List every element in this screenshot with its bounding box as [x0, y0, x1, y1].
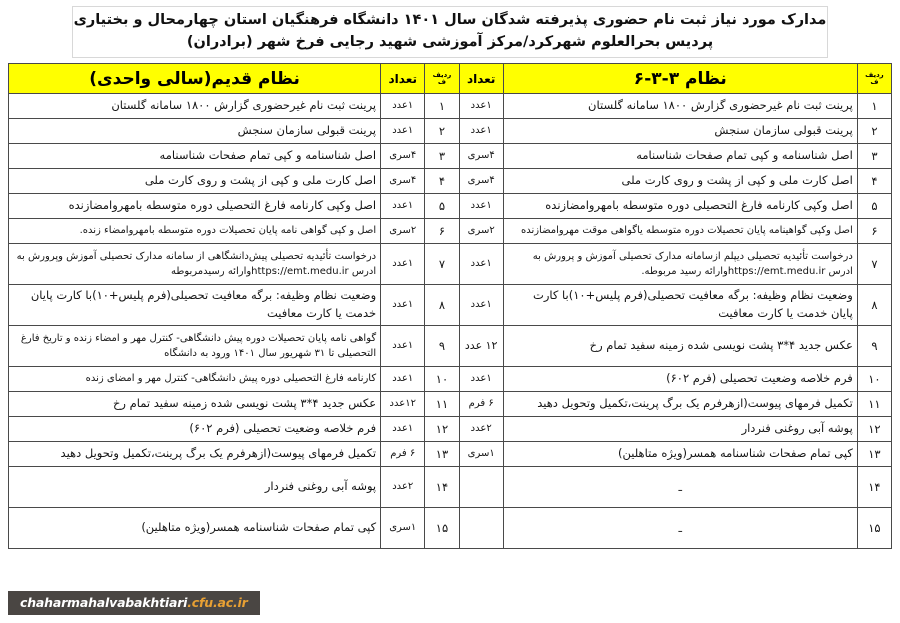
row-description-new: عکس جدید ۴*۳ پشت نویسی شده زمینه سفید تمام رخ	[503, 326, 857, 367]
table-row	[9, 326, 892, 367]
row-count-old: ۱عدد	[381, 244, 425, 285]
table-row	[9, 169, 892, 194]
table-row	[9, 119, 892, 144]
row-description-new: ـ	[503, 508, 857, 549]
row-description-new: اصل وکپی گواهینامه پایان تحصیلات دوره متوسطه یاگواهی موقت مهروامضازنده	[503, 219, 857, 244]
row-index-old: ۲	[425, 119, 459, 144]
page-title-line-1: مدارک مورد نیاز ثبت نام حضوری پذیرفته شدگان سال ۱۴۰۱ دانشگاه فرهنگیان استان چهارمحال و بختیاری	[73, 12, 827, 29]
row-count-old: ۱عدد	[381, 326, 425, 367]
row-index-new: ۱۰	[857, 367, 891, 392]
row-description-new: اصل کارت ملی و کپی از پشت و روی کارت ملی	[503, 169, 857, 194]
row-description-old: پرینت ثبت نام غیرحضوری گزارش ۱۸۰۰ سامانه گلستان	[9, 94, 381, 119]
row-index-old: ۷	[425, 244, 459, 285]
row-index-new: ۱۳	[857, 442, 891, 467]
row-index-new: ۲	[857, 119, 891, 144]
row-index-old: ۱۰	[425, 367, 459, 392]
row-count-new: ۴سری	[459, 169, 503, 194]
row-description-old: اصل وکپی کارنامه فارغ التحصیلی دوره متوسطه بامهروامضازنده	[9, 194, 381, 219]
row-count-old: ۱عدد	[381, 367, 425, 392]
row-count-new: ۱عدد	[459, 194, 503, 219]
table-row	[9, 244, 892, 285]
row-index-old: ۴	[425, 169, 459, 194]
row-description-new: اصل وکپی کارنامه فارغ التحصیلی دوره متوسطه بامهروامضازنده	[503, 194, 857, 219]
header-index-new-system: ردیف ف	[857, 64, 891, 94]
row-index-old: ۸	[425, 285, 459, 326]
table-row	[9, 467, 892, 508]
row-index-new: ۱۲	[857, 417, 891, 442]
row-index-new: ۸	[857, 285, 891, 326]
table-row	[9, 508, 892, 549]
site-watermark-tld: .cfu.ac.ir	[187, 595, 248, 610]
row-index-new: ۵	[857, 194, 891, 219]
row-count-old: ۴سری	[381, 144, 425, 169]
row-count-old: ۱عدد	[381, 417, 425, 442]
row-description-old: پرینت قبولی سازمان سنجش	[9, 119, 381, 144]
row-count-old: ۱۲عدد	[381, 392, 425, 417]
row-description-new: تکمیل فرمهای پیوست(ازهرفرم یک برگ پرینت،تکمیل وتحویل دهید	[503, 392, 857, 417]
page-title-line-2: پردیس بحرالعلوم شهرکرد/مرکز آموزشی شهید رجایی فرخ شهر (برادران)	[186, 34, 714, 50]
row-index-new: ۱۵	[857, 508, 891, 549]
row-description-old-part1: درخواست تأئیدیه تحصیلی پیش‌دانشگاهی از سامانه مدارک تحصیلی	[99, 250, 377, 262]
table-row	[9, 392, 892, 417]
row-description-old-part2-post: وارائه رسیدمربوطه	[171, 266, 252, 277]
row-index-new: ۱۱	[857, 392, 891, 417]
row-description-new: اصل شناسنامه و کپی تمام صفحات شناسنامه	[503, 144, 857, 169]
row-count-new: ۶ فرم	[459, 392, 503, 417]
row-description-old: عکس جدید ۴*۳ پشت نویسی شده زمینه سفید تمام رخ	[9, 392, 381, 417]
row-count-old: ۲سری	[381, 219, 425, 244]
row-index-old: ۱۱	[425, 392, 459, 417]
row-description-old: اصل و کپی گواهی نامه پایان تحصیلات دوره متوسطه بامهروامضاء زنده.	[9, 219, 381, 244]
row-count-new: ۱عدد	[459, 285, 503, 326]
table-row	[9, 367, 892, 392]
required-documents-table	[8, 63, 892, 549]
row-description-new: وضعیت نظام وظیفه: برگه معافیت تحصیلی(فرم پلیس+۱۰)با کارت پایان خدمت یا کارت معافیت	[503, 285, 857, 326]
table-row	[9, 219, 892, 244]
documents-table-container	[8, 63, 892, 583]
row-index-new: ۹	[857, 326, 891, 367]
row-count-old: ۱عدد	[381, 94, 425, 119]
row-count-old: ۴سری	[381, 169, 425, 194]
row-count-new: ۴سری	[459, 144, 503, 169]
header-count-old-system: تعداد	[381, 64, 425, 94]
row-description-old: گواهی نامه پایان تحصیلات دوره پیش دانشگاهی- کنترل مهر و امضاء زنده و تاریخ فارغ التحصیلی تا ۳۱ شهریور سال ۱۴۰۱ ورود به دانشگاه	[9, 326, 381, 367]
row-description-old: اصل کارت ملی و کپی از پشت و روی کارت ملی	[9, 169, 381, 194]
row-count-new: ۱۲ عدد	[459, 326, 503, 367]
table-row	[9, 144, 892, 169]
site-watermark-name: chaharmahalvabakhtiari	[20, 595, 188, 610]
row-index-new: ۴	[857, 169, 891, 194]
row-index-new: ۷	[857, 244, 891, 285]
row-description-new-part2-pre: پرورش به ادرس	[532, 250, 853, 277]
row-description-new-part1: درخواست تأئیدیه تحصیلی دیپلم ازسامانه مدارک تحصیلی آموزش و	[577, 250, 853, 262]
row-index-new: ۱۴	[857, 467, 891, 508]
row-description-new: پوشه آبی روغنی فنردار	[503, 417, 857, 442]
row-index-old: ۹	[425, 326, 459, 367]
row-count-old: ۱سری	[381, 508, 425, 549]
row-description-old: پوشه آبی روغنی فنردار	[9, 467, 381, 508]
row-count-new: ۱عدد	[459, 94, 503, 119]
row-count-new	[459, 467, 503, 508]
tayidieh-url-link-old[interactable]: https://emt.medu.ir	[251, 266, 349, 277]
row-count-new: ۲عدد	[459, 417, 503, 442]
row-count-new: ۱عدد	[459, 119, 503, 144]
row-description-new: فرم خلاصه وضعیت تحصیلی (فرم ۶۰۲)	[503, 367, 857, 392]
table-body	[9, 94, 892, 549]
row-description-new: ـ	[503, 467, 857, 508]
row-count-old: ۱عدد	[381, 194, 425, 219]
row-count-old: ۶ فرم	[381, 442, 425, 467]
row-index-old: ۱۵	[425, 508, 459, 549]
row-count-new: ۲سری	[459, 219, 503, 244]
row-index-old: ۱۲	[425, 417, 459, 442]
row-index-new: ۳	[857, 144, 891, 169]
row-count-new	[459, 508, 503, 549]
table-row	[9, 285, 892, 326]
row-count-new: ۱عدد	[459, 244, 503, 285]
row-count-old: ۲عدد	[381, 467, 425, 508]
row-description-old: اصل شناسنامه و کپی تمام صفحات شناسنامه	[9, 144, 381, 169]
tayidieh-url-link-new[interactable]: https://emt.medu.ir	[727, 266, 826, 277]
table-row	[9, 442, 892, 467]
header-old-system: نظام قدیم(سالی واحدی)	[9, 64, 381, 94]
row-index-old: ۵	[425, 194, 459, 219]
table-row	[9, 94, 892, 119]
site-watermark-badge	[8, 591, 260, 615]
row-index-old: ۳	[425, 144, 459, 169]
table-row	[9, 417, 892, 442]
row-description-old	[9, 244, 381, 285]
row-description-old-part2-pre: آموزش وپرورش به ادرس	[16, 250, 377, 277]
header-count-new-system: تعداد	[459, 64, 503, 94]
row-index-old: ۱۳	[425, 442, 459, 467]
row-count-old: ۱عدد	[381, 285, 425, 326]
row-index-new: ۱	[857, 94, 891, 119]
header-new-system: نظام ۳-۳-۶	[503, 64, 857, 94]
table-row	[9, 194, 892, 219]
row-count-new: ۱سری	[459, 442, 503, 467]
row-index-old: ۶	[425, 219, 459, 244]
row-description-old: کارنامه فارغ التحصیلی دوره پیش دانشگاهی- کنترل مهر و امضای زنده	[9, 367, 381, 392]
document-title-box	[72, 6, 828, 58]
row-count-old: ۱عدد	[381, 119, 425, 144]
header-index-old-system: ردیف ف	[425, 64, 459, 94]
row-description-new: پرینت قبولی سازمان سنجش	[503, 119, 857, 144]
row-index-old: ۱۴	[425, 467, 459, 508]
table-header-row	[9, 64, 892, 94]
row-index-old: ۱	[425, 94, 459, 119]
row-count-new: ۱عدد	[459, 367, 503, 392]
row-description-old: فرم خلاصه وضعیت تحصیلی (فرم ۶۰۲)	[9, 417, 381, 442]
table-header	[9, 64, 892, 94]
row-description-new-part2-post: وارائه رسید مربوطه.	[641, 266, 728, 277]
row-description-old: وضعیت نظام وظیفه: برگه معافیت تحصیلی(فرم پلیس+۱۰)با کارت پایان خدمت یا کارت معافیت	[9, 285, 381, 326]
row-description-new: کپی تمام صفحات شناسنامه همسر(ویژه متاهلین)	[503, 442, 857, 467]
row-description-new	[503, 244, 857, 285]
row-index-new: ۶	[857, 219, 891, 244]
row-description-new: پرینت ثبت نام غیرحضوری گزارش ۱۸۰۰ سامانه گلستان	[503, 94, 857, 119]
row-description-old: کپی تمام صفحات شناسنامه همسر(ویژه متاهلین)	[9, 508, 381, 549]
row-description-old: تکمیل فرمهای پیوست(ازهرفرم یک برگ پرینت،تکمیل وتحویل دهید	[9, 442, 381, 467]
